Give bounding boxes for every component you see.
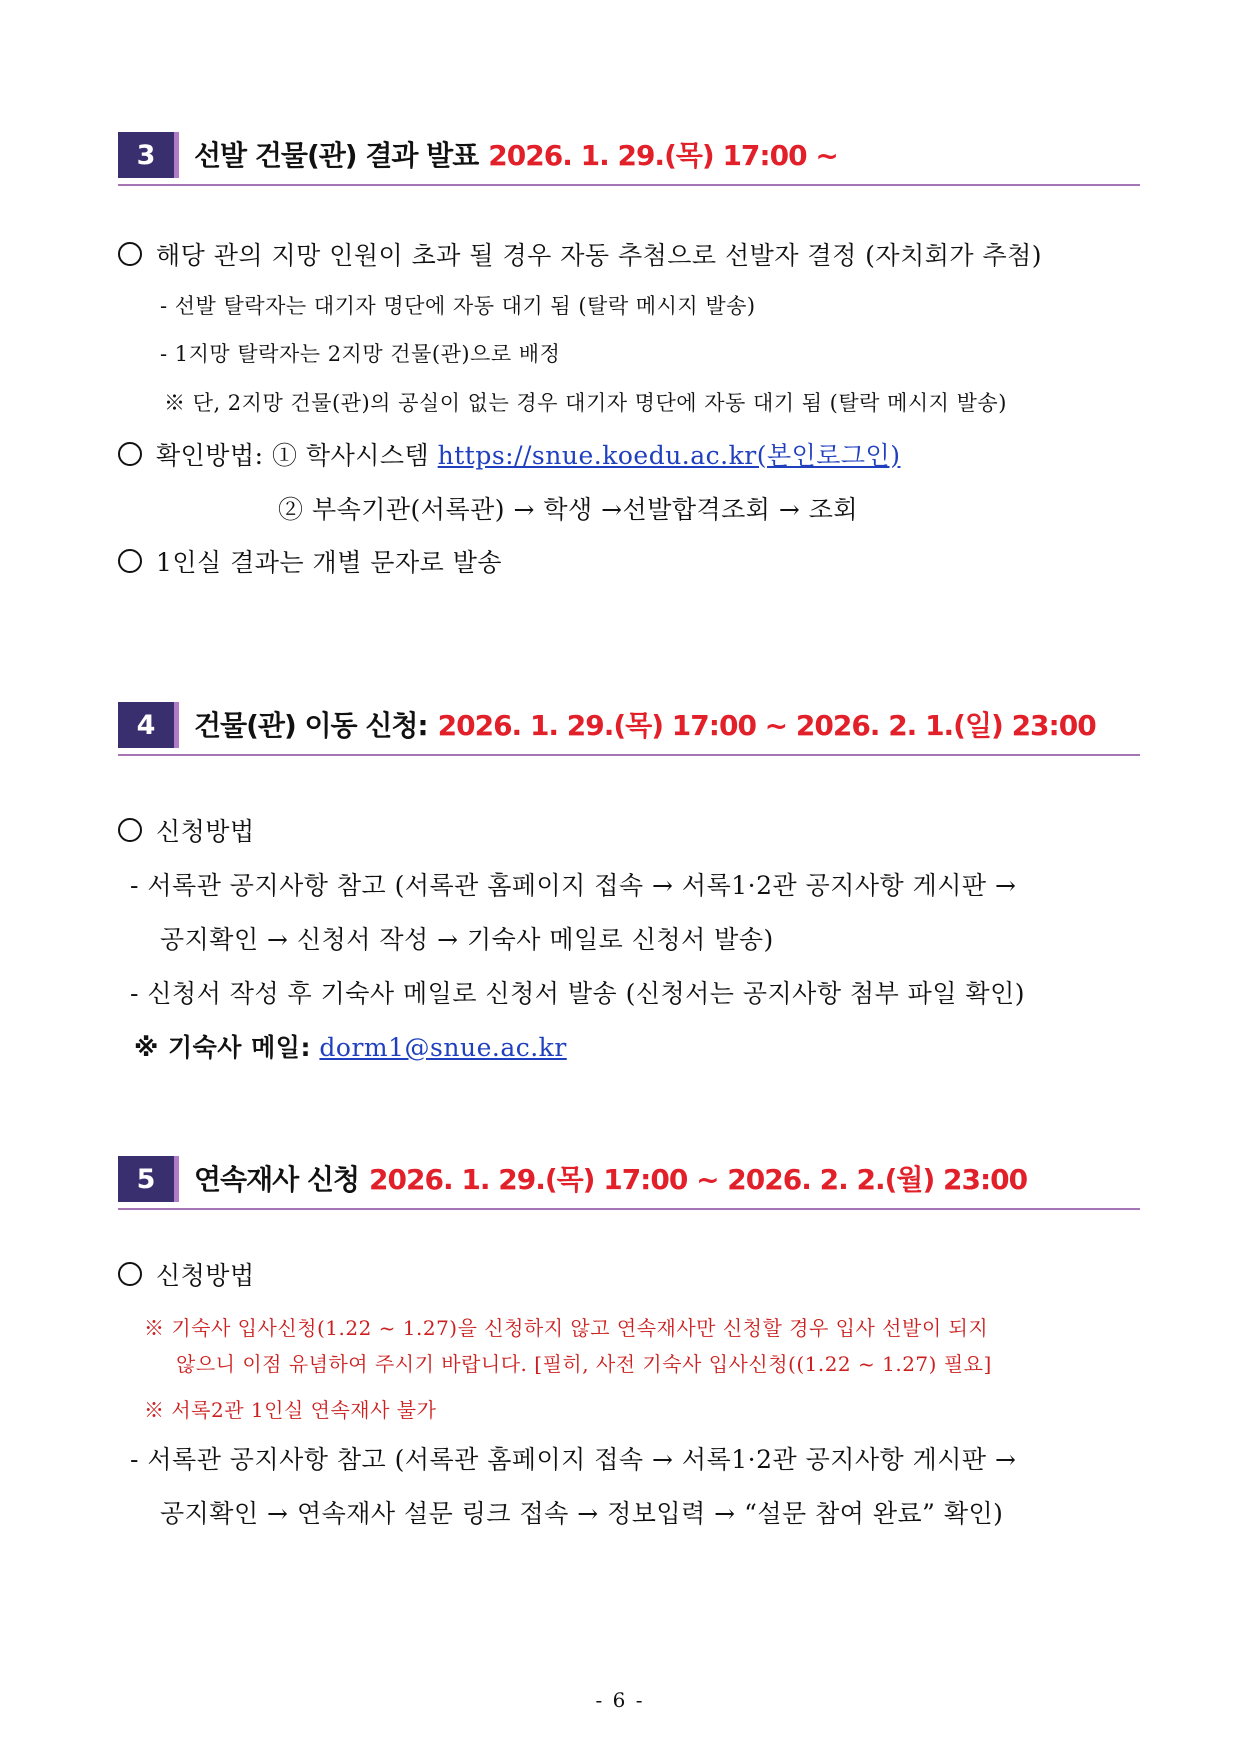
list-item: 해당 관의 지망 인원이 초과 될 경우 자동 추첨으로 선발자 결정 (자치회가 추첨) (118, 236, 1042, 272)
warning-note-continued: 않으니 이점 유념하여 주시기 바랍니다. [필히, 사전 기숙사 입사신청((1.22 ~ 1.27) 필요] (176, 1352, 992, 1376)
section-title-text: 연속재사 신청 (194, 1163, 360, 1196)
list-item: 1인실 결과는 개별 문자로 발송 (118, 543, 502, 579)
section-5-header (118, 1156, 1140, 1210)
list-item: - 선발 탈락자는 대기자 명단에 자동 대기 됨 (탈락 메시지 발송) (160, 294, 756, 318)
list-item: 공지확인 → 연속재사 설문 링크 접속 → 정보입력 → “설문 참여 완료” 확인) (160, 1499, 1004, 1528)
circle-bullet-icon (118, 242, 142, 266)
warning-note: ※ 서록2관 1인실 연속재사 불가 (144, 1398, 437, 1422)
list-item: 공지확인 → 신청서 작성 → 기숙사 메일로 신청서 발송) (160, 925, 774, 954)
section-4-header (118, 702, 1140, 756)
section-title-text: 선발 건물(관) 결과 발표 (194, 139, 479, 172)
list-item: 확인방법: ① 학사시스템 https://snue.koedu.ac.kr(본인로그인) (118, 436, 900, 472)
email-link[interactable]: dorm1@snue.ac.kr (319, 1033, 567, 1062)
section-title (194, 1158, 1027, 1198)
list-item: - 서록관 공지사항 참고 (서록관 홈페이지 접속 → 서록1·2관 공지사항 게시판 → (130, 871, 1017, 900)
section-title (194, 704, 1096, 744)
section-number: 5 (118, 1156, 179, 1202)
section-number: 4 (118, 702, 179, 748)
warning-note: ※ 기숙사 입사신청(1.22 ~ 1.27)을 신청하지 않고 연속재사만 신청할 경우 입사 선발이 되지 (144, 1316, 989, 1340)
list-item: 신청방법 (118, 812, 255, 848)
circle-bullet-icon (118, 442, 142, 466)
section-title (194, 134, 838, 174)
list-item: - 신청서 작성 후 기숙사 메일로 신청서 발송 (신청서는 공지사항 첨부 파일 확인) (130, 979, 1025, 1008)
list-item: - 1지망 탈락자는 2지망 건물(관)으로 배정 (160, 342, 561, 366)
section-date: 2026. 1. 29.(목) 17:00 ~ (488, 139, 838, 172)
section-title-text: 건물(관) 이동 신청: (194, 709, 428, 742)
page-number: - 6 - (595, 1688, 645, 1712)
circle-bullet-icon (118, 549, 142, 573)
list-item: ② 부속기관(서록관) → 학생 →선발합격조회 → 조회 (278, 495, 859, 524)
circle-bullet-icon (118, 818, 142, 842)
portal-link[interactable]: https://snue.koedu.ac.kr(본인로그인) (437, 441, 901, 470)
section-date: 2026. 1. 29.(목) 17:00 ~ 2026. 2. 1.(일) 23:00 (437, 709, 1096, 742)
note-item: ※ 기숙사 메일: dorm1@snue.ac.kr (134, 1033, 567, 1062)
list-item: 신청방법 (118, 1256, 255, 1292)
list-item: - 서록관 공지사항 참고 (서록관 홈페이지 접속 → 서록1·2관 공지사항 게시판 → (130, 1445, 1017, 1474)
section-3-header (118, 132, 1140, 186)
section-number: 3 (118, 132, 179, 178)
circle-bullet-icon (118, 1262, 142, 1286)
note-item: ※ 단, 2지망 건물(관)의 공실이 없는 경우 대기자 명단에 자동 대기 됨 (탈락 메시지 발송) (164, 391, 1007, 415)
section-date: 2026. 1. 29.(목) 17:00 ~ 2026. 2. 2.(월) 23:00 (369, 1163, 1028, 1196)
